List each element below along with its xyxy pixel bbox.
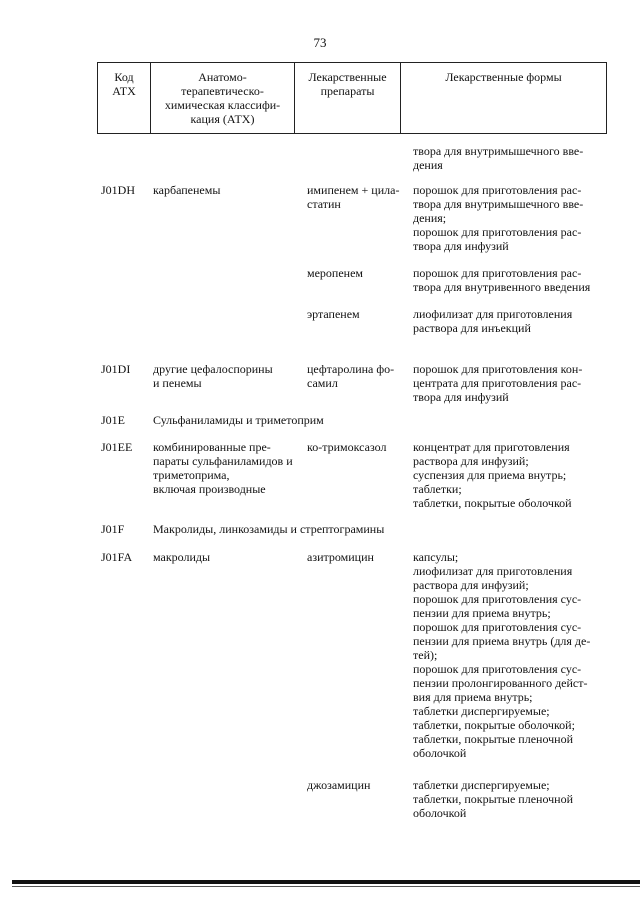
drug-josamycin: джозамицин xyxy=(307,778,371,792)
form-meropenem: порошок для приготовления рас- твора для внутривенного введения xyxy=(413,266,591,294)
form-azithromycin: капсулы; лиофилизат для приготовления раствора для инфузий; порошок для приготовления сус- пензии для приема внутрь; порошок для приготовления сус- пензии для приема внутрь (для де- тей); порошок для приготовления сус- пензии пролонгированного дейст- вия для приема внутрь; таблетки диспергируемые; таблетки, покрытые оболочкой; таблетки, покрытые пленочной оболочкой xyxy=(413,550,591,760)
header-drugs: Лекарственные препараты xyxy=(294,63,400,133)
code-j01e: J01E xyxy=(101,413,125,427)
code-j01dh: J01DH xyxy=(101,183,136,197)
code-j01f: J01F xyxy=(101,522,125,536)
form-continuation: твора для внутримышечного вве- дения xyxy=(413,144,584,172)
drug-imipenem: имипенем + цила- статин xyxy=(307,183,400,211)
form-ceftaroline: порошок для приготовления кон- центрата для приготовления рас- твора для инфузий xyxy=(413,362,583,404)
drug-co-trimoxazole: ко-тримоксазол xyxy=(307,440,387,454)
class-other-cephalosporins: другие цефалоспорины и пенемы xyxy=(153,362,273,390)
header-forms: Лекарственные формы xyxy=(400,63,606,133)
form-josamycin: таблетки диспергируемые; таблетки, покрытые пленочной оболочкой xyxy=(413,778,574,820)
class-macrolides: макролиды xyxy=(153,550,211,564)
class-sulfonamides: Сульфаниламиды и триметоприм xyxy=(153,413,324,427)
class-macrolides-group: Макролиды, линкозамиды и стрептограмины xyxy=(153,522,385,536)
class-combined-sulfonamides: комбинированные пре- параты сульфаниламидов и триметоприма, включая производные xyxy=(153,440,293,496)
form-ertapenem: лиофилизат для приготовления раствора для инъекций xyxy=(413,307,573,335)
header-classification: Анатомо- терапевтическо- химическая классифи- кация (АТХ) xyxy=(150,63,294,133)
footer-rule-thin xyxy=(12,886,640,887)
class-carbapenems: карбапенемы xyxy=(153,183,221,197)
form-imipenem: порошок для приготовления рас- твора для внутримышечного вве- дения; порошок для приготовления рас- твора для инфузий xyxy=(413,183,584,253)
form-co-trimoxazole: концентрат для приготовления раствора для инфузий; суспензия для приема внутрь; таблетки; таблетки, покрытые оболочкой xyxy=(413,440,572,510)
page-number: 73 xyxy=(313,35,327,50)
code-j01ee: J01EE xyxy=(101,440,133,454)
drug-azithromycin: азитромицин xyxy=(307,550,374,564)
drug-meropenem: меропенем xyxy=(307,266,364,280)
code-j01fa: J01FA xyxy=(101,550,133,564)
drug-ertapenem: эртапенем xyxy=(307,307,360,321)
drug-ceftaroline: цефтаролина фо- самил xyxy=(307,362,395,390)
header-code: Код АТХ xyxy=(112,70,136,98)
code-j01di: J01DI xyxy=(101,362,131,376)
table-header xyxy=(97,62,607,134)
footer-rule xyxy=(12,880,640,884)
